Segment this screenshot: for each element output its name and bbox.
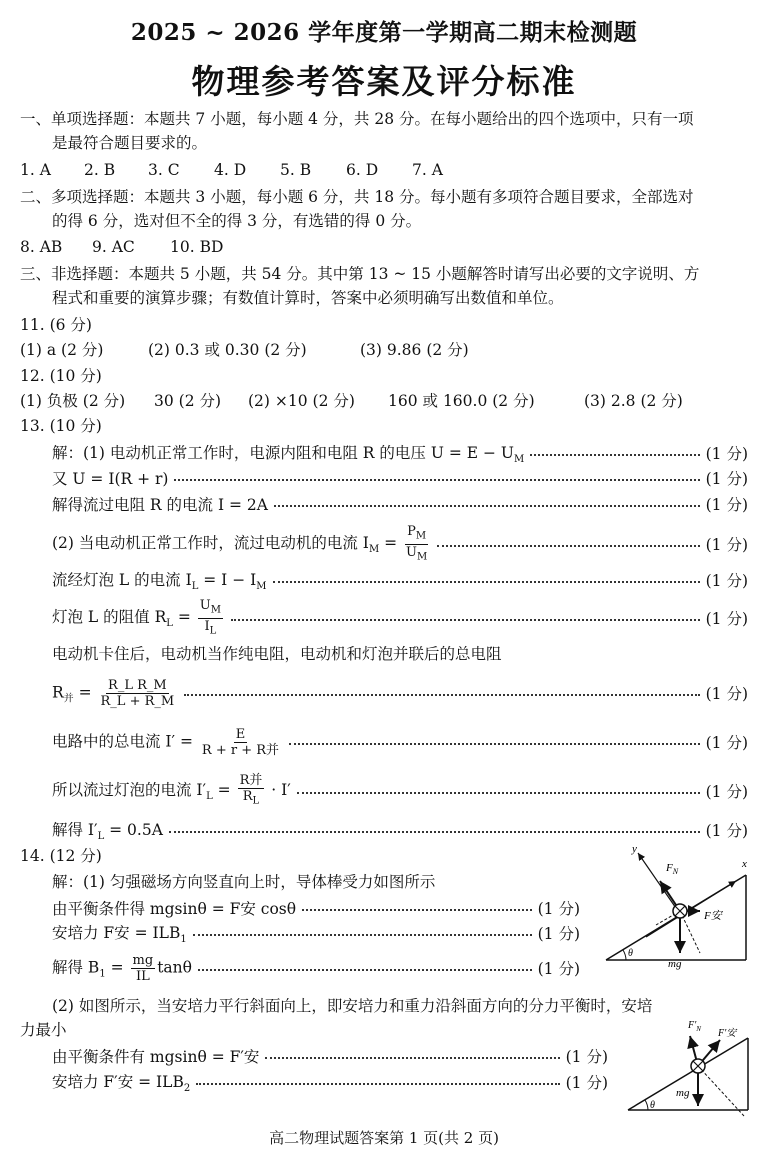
mg-label: mg: [668, 958, 682, 970]
step-score: (1 分): [705, 822, 748, 840]
step-score: (1 分): [565, 1048, 608, 1066]
answer-key-title: 物理参考答案及评分标准: [191, 62, 577, 101]
section2-heading: 二、多项选择题：本题共 3 小题，每小题 6 分，共 18 分。每小题有多项符合题目要求，全部选对: [20, 188, 694, 206]
leader-dots: [437, 545, 699, 547]
answer-item: 5. B: [280, 161, 312, 179]
step-score: (1 分): [537, 900, 580, 918]
q13-step-11: [52, 817, 748, 843]
fraction: $\frac{P_M}{U_M}$: [406, 523, 428, 563]
x-axis-arrow: [646, 881, 736, 937]
fn-label: $F'_N$: [688, 1020, 701, 1033]
answer-item: 4. D: [214, 161, 247, 179]
step-score: (1 分): [537, 960, 580, 978]
theta-label: θ: [650, 1100, 655, 1111]
leader-dots: [174, 479, 699, 481]
answer-item: 2. B: [84, 161, 116, 179]
q11-answer-2: (2) 0.3 或 0.30 (2 分): [148, 341, 307, 359]
q13-step-4: [52, 523, 748, 563]
q13-step-3: [52, 491, 748, 517]
step-score: (1 分): [705, 783, 748, 801]
q12-answer-5: (3) 2.8 (2 分): [584, 392, 683, 410]
fraction: $\frac{mg}{IL}$: [132, 952, 154, 984]
incline-line: [628, 1038, 748, 1110]
step-text: 解得 $B_1$ = $\frac{mg}{IL}$ tanθ: [52, 952, 192, 984]
theta-label: θ: [628, 948, 633, 959]
fraction: $\frac{E}{\text{R + r + R并}}$: [201, 726, 280, 758]
leader-dots: [289, 743, 700, 745]
q13-step-2: [52, 465, 748, 491]
step-score: (1 分): [705, 572, 748, 590]
step-text: $R_并$ = $\frac{\text{R\_L R\_M}}{R\_L + R\_M}$: [52, 677, 175, 709]
force-diagram-1: [596, 845, 761, 975]
step-score: (1 分): [705, 536, 748, 554]
q14-step-6: [52, 1043, 608, 1069]
step-text: 又 U = I(R + r): [52, 470, 169, 488]
leader-dots: [169, 831, 700, 833]
fraction: $\frac{\text{R\_L R\_M}}{R\_L + R\_M}$: [100, 677, 175, 709]
step-text: 安培力 F安 = $ILB_1$: [52, 923, 187, 946]
step-text: 解得流过电阻 R 的电流 I = 2A: [52, 496, 268, 514]
leader-dots: [274, 505, 700, 507]
q12-answer-1: (1) 负极 (2 分): [20, 392, 126, 410]
step-text: 灯泡 L 的阻值 $R_L$ = $\frac{U_M}{I_L}$: [52, 597, 221, 637]
q13-step-7: 电动机卡住后，电动机当作纯电阻，电动机和灯泡并联后的总电阻: [52, 645, 502, 663]
fraction: $\frac{U_M}{I_L}$: [199, 597, 221, 637]
leader-dots: [297, 792, 700, 794]
y-label: y: [632, 845, 637, 855]
leader-dots: [231, 619, 700, 621]
mg-label: mg: [676, 1087, 690, 1099]
step-text: 所以流过灯泡的电流 $I'_L$ = $\frac{\text{R并}}{R_L}$ · I′: [52, 773, 291, 807]
q14-step-1: 解：(1) 匀强磁场方向竖直向上时，导体棒受力如图所示: [52, 873, 436, 891]
ampere-force-label: F′安: [718, 1028, 737, 1039]
q14-step-2: [52, 895, 580, 921]
step-text: (2) 当电动机正常工作时，流过电动机的电流 $I_M$ = $\frac{P_M}{U_M}$: [52, 523, 428, 563]
ampere-force-label: F安: [704, 910, 722, 922]
step-text: 由平衡条件得 mgsinθ = F安 cosθ: [52, 900, 297, 918]
q13-step-5: [52, 567, 748, 593]
q13-step-9: [52, 724, 748, 760]
answer-item: 8. AB: [20, 238, 63, 256]
q14-step-5-cont: 力最小: [20, 1021, 67, 1039]
answer-item: 6. D: [346, 161, 379, 179]
q11-answer-1: (1) a (2 分): [20, 341, 104, 359]
leader-dots: [193, 934, 532, 936]
q11-answers: [20, 339, 469, 362]
q13-step-1: [52, 440, 748, 466]
fraction: $\frac{\text{R并}}{R_L}$: [239, 773, 263, 807]
q11-label: 11. (6 分): [20, 316, 92, 334]
step-score: (1 分): [537, 925, 580, 943]
exam-title: 2025 ~ 2026 学年度第一学期高二期末检测题: [130, 19, 638, 46]
step-score: (1 分): [705, 445, 748, 463]
step-score: (1 分): [705, 496, 748, 514]
q13-step-6: [52, 597, 748, 637]
fn-label: $F_N$: [666, 862, 679, 876]
answer-item: 7. A: [412, 161, 443, 179]
answer-item: 1. A: [20, 161, 51, 179]
leader-dots: [196, 1083, 559, 1085]
step-score: (1 分): [705, 734, 748, 752]
q14-label: 14. (12 分): [20, 847, 102, 865]
leader-dots: [265, 1057, 559, 1059]
answer-item: 9. AC: [92, 238, 135, 256]
q14-step-5: (2) 如图所示，当安培力平行斜面向上，即安培力和重力沿斜面方向的分力平衡时，安培: [52, 997, 653, 1015]
q14-step-4: [52, 951, 580, 985]
step-score: (1 分): [705, 685, 748, 703]
step-text: 流经灯泡 L 的电流 $I_L = I - I_M$: [52, 570, 267, 593]
q13-label: 13. (10 分): [20, 417, 102, 435]
answer-item: 3. C: [148, 161, 180, 179]
q11-answer-3: (3) 9.86 (2 分): [360, 341, 469, 359]
dashed-line: [698, 1066, 744, 1116]
section1-answers: [20, 159, 443, 182]
leader-dots: [530, 454, 699, 456]
step-text: 解：(1) 电动机正常工作时，电源内阻和电阻 R 的电压 $U = E - U_M$: [52, 443, 525, 466]
section2-answers: [20, 236, 223, 259]
q12-answer-2: 30 (2 分): [154, 392, 222, 410]
section1-heading-cont: 是最符合题目要求的。: [52, 134, 208, 152]
answer-item: 10. BD: [170, 238, 224, 256]
q13-step-8: [52, 675, 748, 711]
step-text: 电路中的总电流 I′ = $\frac{E}{\text{R + r + R并}}$: [52, 726, 280, 758]
leader-dots: [273, 581, 700, 583]
section3-heading: 三、非选择题：本题共 5 小题，共 54 分。其中第 13 ~ 15 小题解答时请写出必要的文字说明、方: [20, 265, 700, 283]
q13-step-10: [52, 773, 748, 809]
leader-dots: [184, 694, 699, 696]
q14-step-3: [52, 920, 580, 946]
section3-heading-cont: 程式和重要的演算步骤；有数值计算时，答案中必须明确写出数值和单位。: [52, 289, 564, 307]
q12-answers: [20, 390, 683, 413]
q14-step-7: [52, 1069, 608, 1095]
step-score: (1 分): [565, 1074, 608, 1092]
q12-answer-4: 160 或 160.0 (2 分): [388, 392, 535, 410]
step-score: (1 分): [705, 470, 748, 488]
q12-label: 12. (10 分): [20, 367, 102, 385]
step-score: (1 分): [705, 610, 748, 628]
step-text: 由平衡条件有 mgsinθ = F′安: [52, 1048, 260, 1066]
x-label: x: [742, 858, 747, 870]
section2-heading-cont: 的得 6 分，选对但不全的得 3 分，有选错的得 0 分。: [52, 212, 422, 230]
page-footer: 高二物理试题答案第 1 页(共 2 页): [269, 1129, 499, 1147]
leader-dots: [302, 909, 532, 911]
leader-dots: [198, 969, 532, 971]
section1-heading: 一、单项选择题：本题共 7 小题，每小题 4 分，共 28 分。在每小题给出的四个选项中，只有一项: [20, 110, 694, 128]
step-text: 解得 $I'_L = 0.5A$: [52, 820, 163, 843]
force-diagram-2: [620, 1016, 760, 1120]
q12-answer-3: (2) ×10 (2 分): [248, 392, 355, 410]
step-text: 安培力 F′安 = $ILB_2$: [52, 1072, 191, 1095]
